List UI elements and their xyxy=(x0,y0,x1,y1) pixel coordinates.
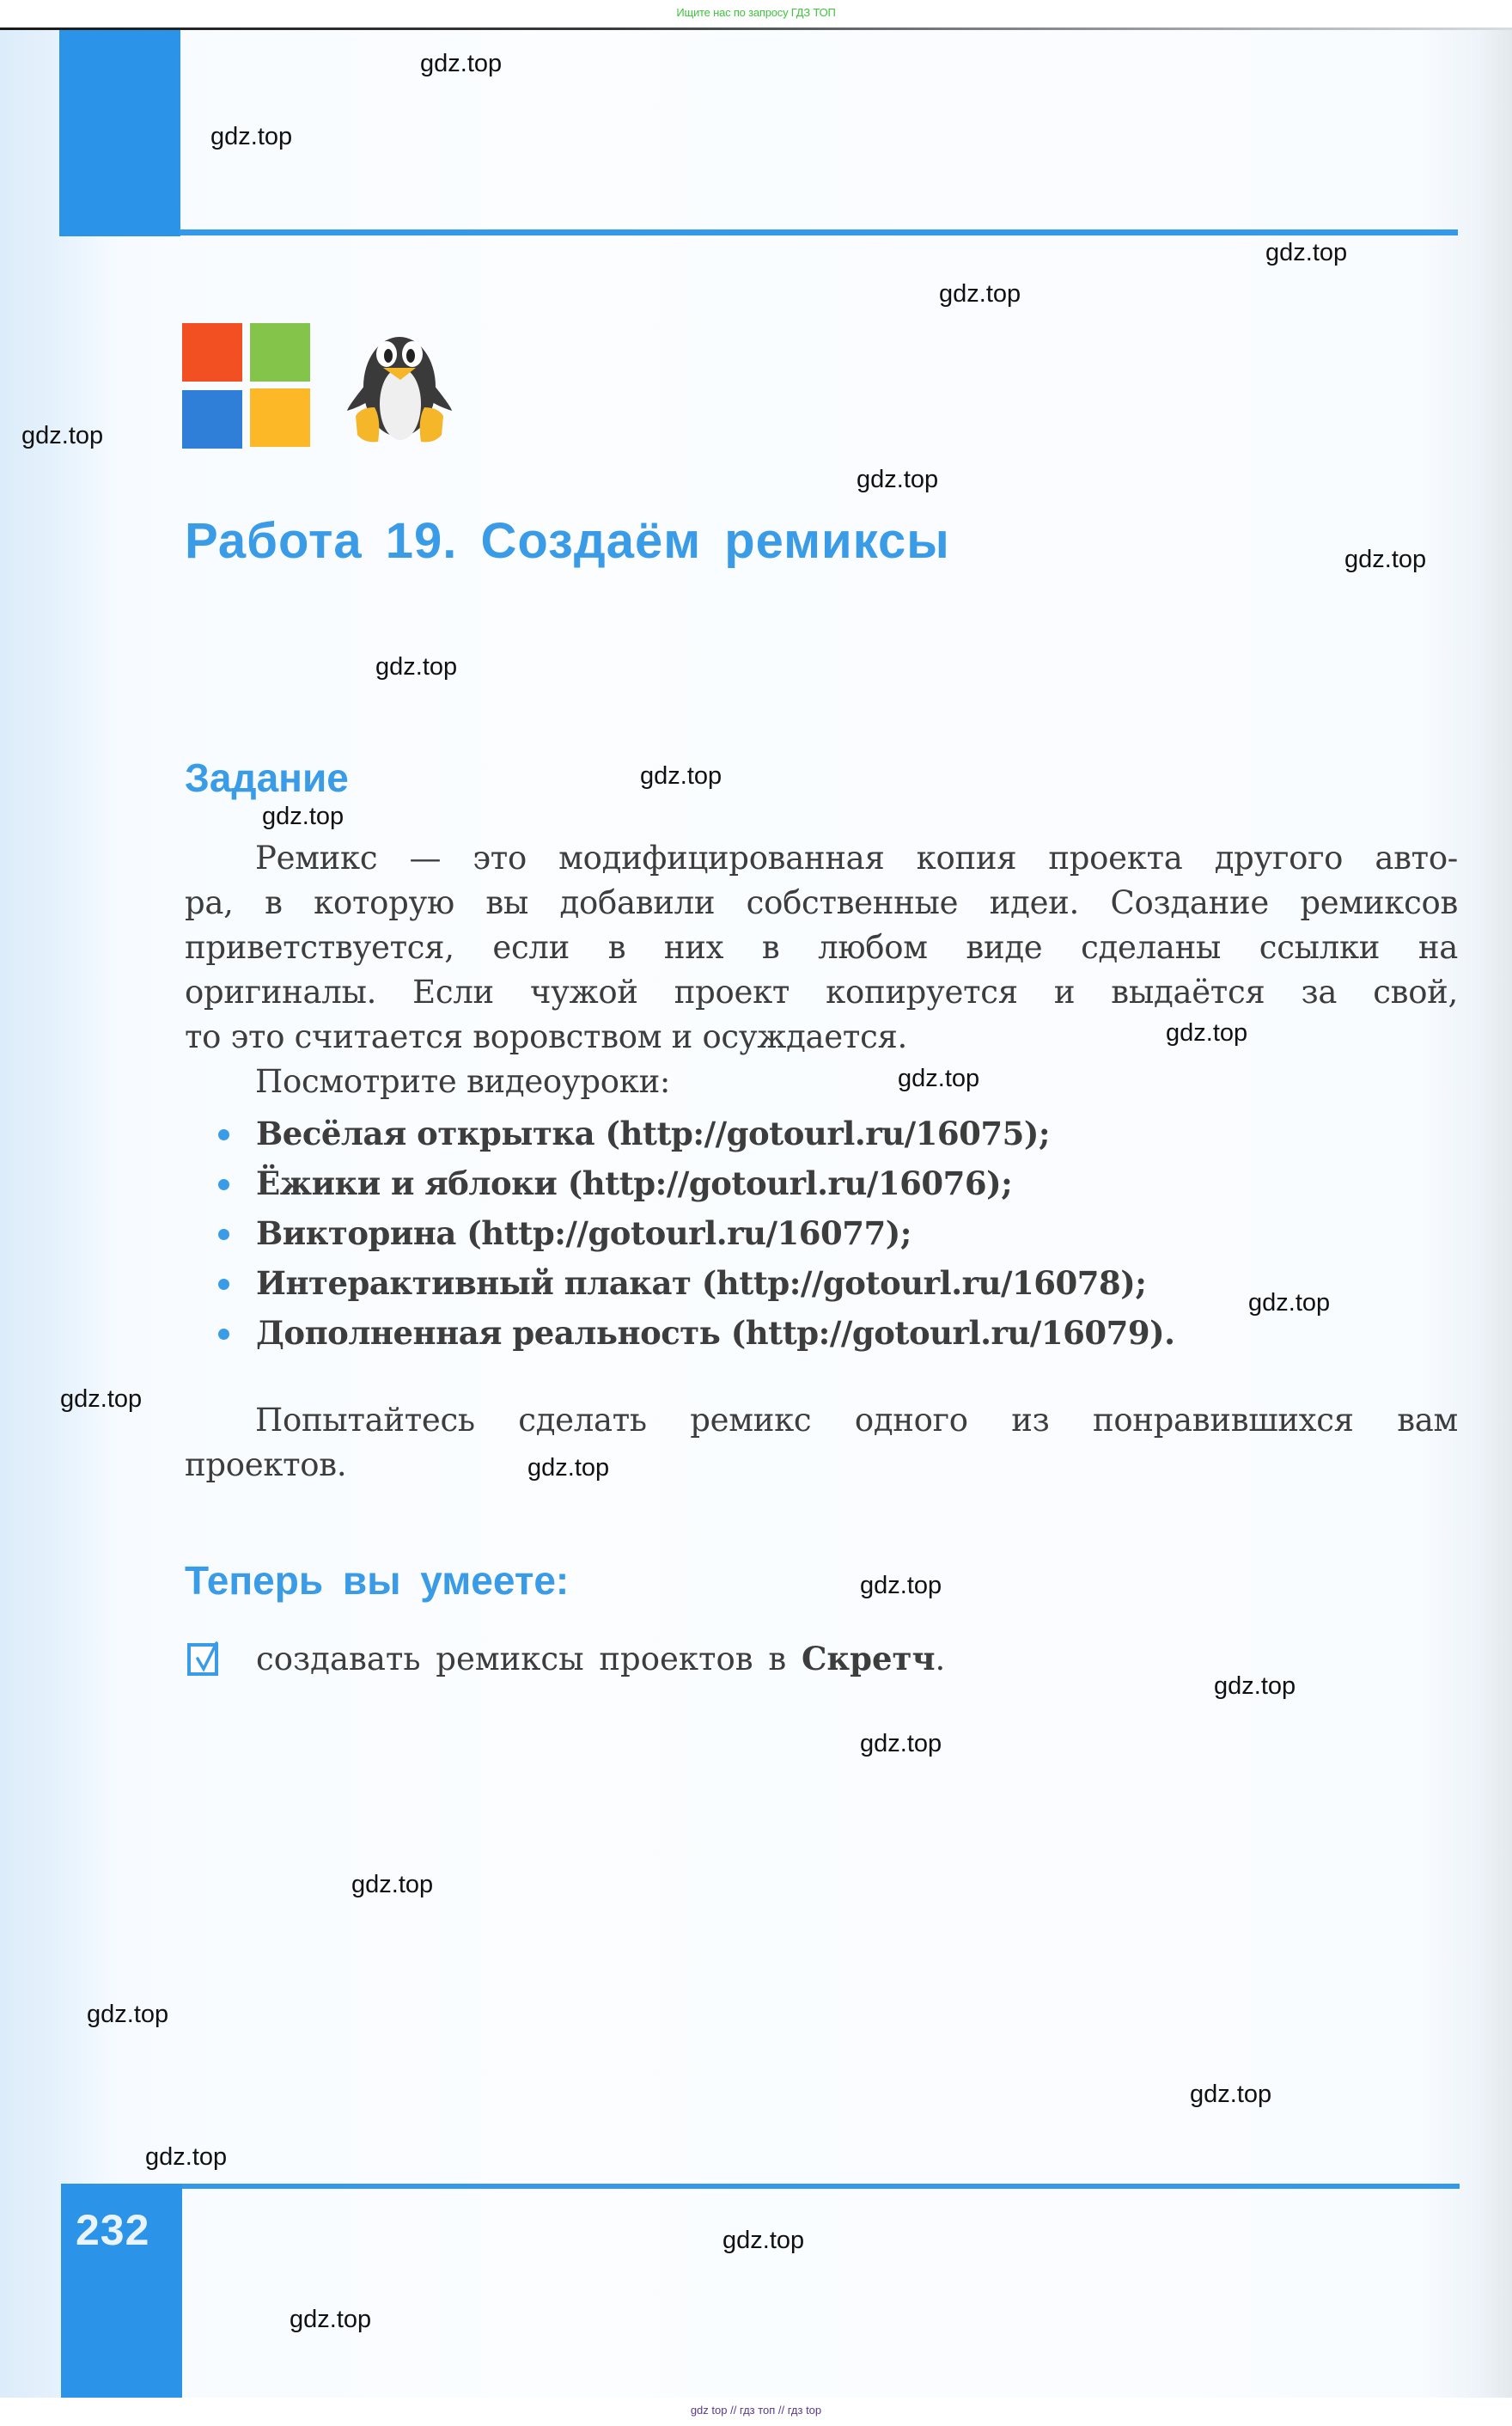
footer-banner xyxy=(0,2398,1512,2426)
bullet-icon xyxy=(218,1129,229,1140)
paragraph-line: оригиналы. Если чужой проект копируется и выдаётся за свой, xyxy=(185,974,1458,1011)
top-banner xyxy=(0,0,1512,27)
paragraph-line: ра, в которую вы добавили собственные идеи. Создание ремиксов xyxy=(185,884,1458,921)
windows-logo-yellow-square xyxy=(250,388,310,447)
watermark: gdz.top xyxy=(375,653,458,681)
banner-text: Ищите нас по запросу ГДЗ ТОП xyxy=(676,6,836,19)
skills-heading: Теперь вы умеете: xyxy=(185,1558,570,1603)
header-rule xyxy=(180,229,1458,235)
watermark: gdz.top xyxy=(860,1572,942,1599)
footer-rule xyxy=(61,2184,1460,2189)
video-lesson-item[interactable] xyxy=(211,1158,1175,1208)
watermark: gdz.top xyxy=(145,2143,228,2171)
video-lesson-label: Весёлая открытка (http://gotourl.ru/16075); xyxy=(256,1115,1051,1152)
watermark: gdz.top xyxy=(1344,546,1427,573)
bullet-icon xyxy=(218,1229,229,1240)
watermark: gdz.top xyxy=(351,1871,434,1898)
watermark: gdz.top xyxy=(290,2306,372,2333)
windows-logo-blue-square xyxy=(182,390,242,449)
watermark: gdz.top xyxy=(1214,1672,1296,1700)
watermark: gdz.top xyxy=(262,803,344,830)
video-lesson-item[interactable] xyxy=(211,1308,1175,1358)
watermark: gdz.top xyxy=(939,280,1021,308)
windows-logo-green-square xyxy=(250,323,310,382)
closing-paragraph xyxy=(185,1398,1458,1488)
watermark: gdz.top xyxy=(1248,1289,1331,1317)
bullet-icon xyxy=(218,1329,229,1340)
skill-text-end: . xyxy=(935,1641,946,1677)
skill-text-bold: Скретч xyxy=(801,1640,936,1677)
skill-text xyxy=(256,1636,945,1682)
watermark: gdz.top xyxy=(60,1385,143,1413)
videos-intro: Посмотрите видеоуроки: xyxy=(255,1063,671,1100)
video-lesson-label: Ёжики и яблоки (http://gotourl.ru/16076); xyxy=(256,1164,1013,1202)
windows-logo-red-square xyxy=(182,323,242,382)
video-lesson-item[interactable] xyxy=(211,1109,1175,1158)
watermark: gdz.top xyxy=(1190,2081,1272,2108)
checkmark-icon xyxy=(187,1643,218,1676)
video-lesson-label: Викторина (http://gotourl.ru/16077); xyxy=(256,1214,911,1252)
watermark: gdz.top xyxy=(527,1454,610,1482)
footer-text: gdz top // гдз топ // гдз top xyxy=(690,2404,822,2417)
watermark: gdz.top xyxy=(21,422,104,449)
video-lesson-item[interactable] xyxy=(211,1208,1175,1258)
header-color-block xyxy=(59,30,180,236)
bullet-icon xyxy=(218,1279,229,1290)
page-title: Работа 19. Создаём ремиксы xyxy=(185,513,950,569)
watermark: gdz.top xyxy=(420,50,503,77)
video-lesson-label: Дополненная реальность (http://gotourl.ru/16079). xyxy=(256,1314,1175,1352)
watermark: gdz.top xyxy=(210,123,293,150)
page-number: 232 xyxy=(76,2206,150,2254)
paragraph-line: проектов. xyxy=(185,1446,347,1483)
watermark: gdz.top xyxy=(722,2227,805,2254)
tux-penguin-icon xyxy=(344,325,455,445)
watermark: gdz.top xyxy=(1166,1019,1248,1047)
task-paragraph xyxy=(185,836,1458,1104)
watermark: gdz.top xyxy=(640,762,722,790)
video-lesson-item[interactable] xyxy=(211,1258,1175,1308)
windows-logo-icon xyxy=(182,323,313,449)
task-heading: Задание xyxy=(185,755,349,800)
skill-text-main: создавать ремиксы проектов в xyxy=(256,1641,802,1677)
paragraph-line: приветствуется, если в них в любом виде сделаны ссылки на xyxy=(185,929,1458,966)
video-lessons-list xyxy=(211,1109,1175,1358)
paragraph-line: Ремикс — это модифицированная копия проекта другого авто- xyxy=(255,840,1458,877)
watermark: gdz.top xyxy=(1265,239,1348,266)
watermark: gdz.top xyxy=(857,466,939,493)
watermark: gdz.top xyxy=(898,1065,980,1092)
watermark: gdz.top xyxy=(860,1730,942,1757)
video-lesson-label: Интерактивный плакат (http://gotourl.ru/16078); xyxy=(256,1264,1147,1302)
watermark: gdz.top xyxy=(87,2001,169,2028)
bullet-icon xyxy=(218,1179,229,1190)
paragraph-line: то это считается воровством и осуждается. xyxy=(185,1018,907,1055)
paragraph-line: Попытайтесь сделать ремикс одного из понравившихся вам xyxy=(255,1402,1458,1439)
